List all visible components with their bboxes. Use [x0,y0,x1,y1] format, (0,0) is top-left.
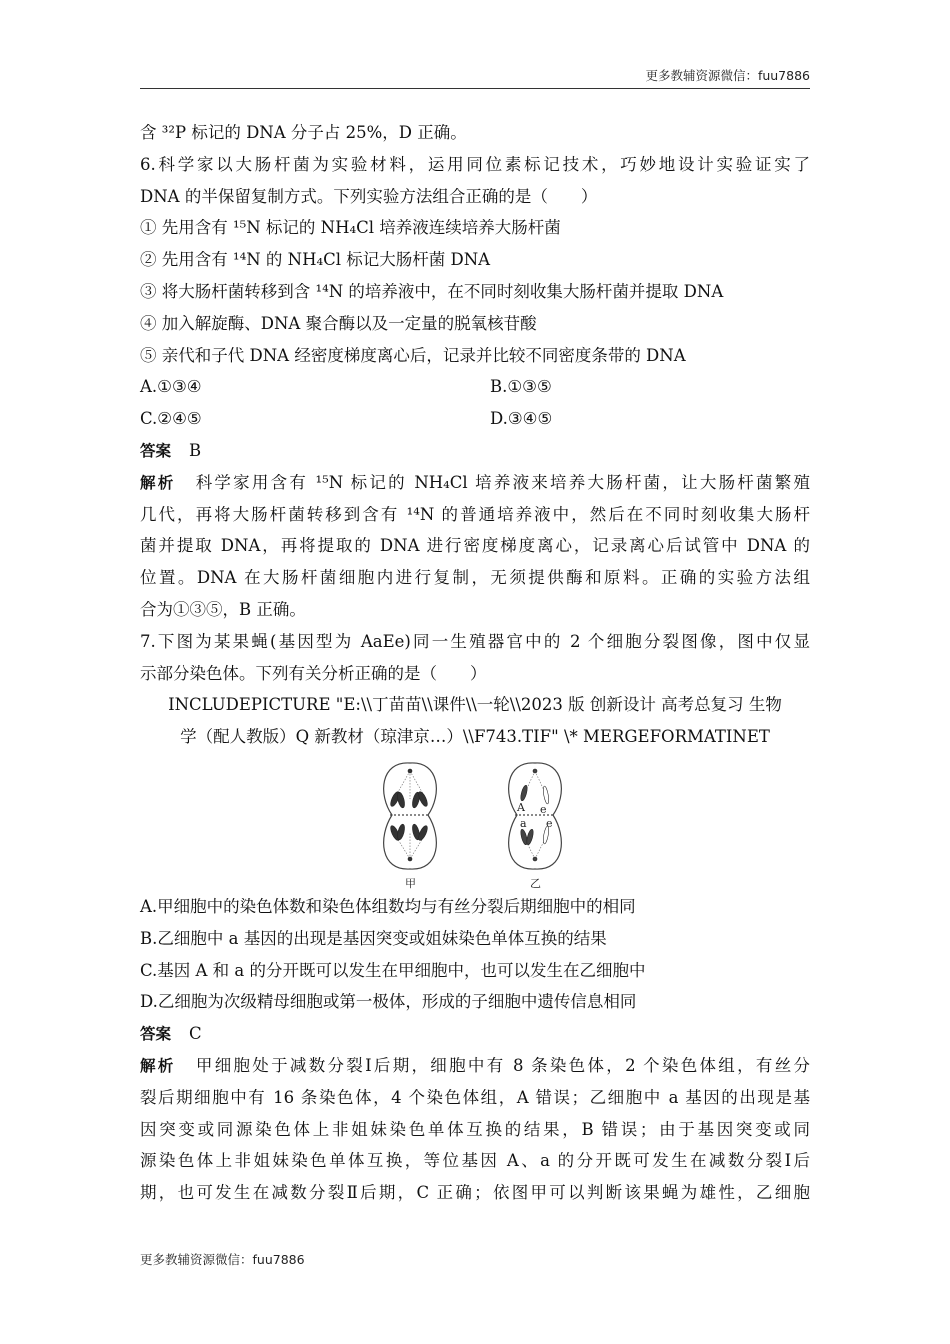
page-header [140,62,810,89]
analysis-label: 解析 [140,473,176,492]
answer-value: C [189,1024,202,1044]
header-watermark: 更多教辅资源微信：fuu7886 [645,68,810,83]
answer-value: B [189,440,202,460]
analysis-line: 源染色体上非姐妹染色单体互换，等位基因 A、a 的分开既可发生在减数分裂Ⅰ后 [140,1151,810,1171]
gene-label: e [546,816,553,830]
analysis-line: 合为①③⑤，B 正确。 [140,599,306,619]
question-7-stem: 7.下图为某果蝇(基因型为 AaEe)同一生殖器官中的 2 个细胞分裂图像，图中仅显 [140,631,810,651]
document-body [140,117,810,1209]
answer-line [140,1018,810,1050]
figure-label-jia: 甲 [405,876,416,890]
analysis-line: 期，也可发生在减数分裂Ⅱ后期，C 正确；依图甲可以判断该果蝇为雄性，乙细胞 [140,1183,810,1203]
option-d: D.③④⑤ [490,409,553,429]
analysis-line: 几代，再将大肠杆菌转移到含有 ¹⁴N 的普通培养液中，然后在不同时刻收集大肠杆 [140,504,810,524]
question-6-stem: DNA 的半保留复制方式。下列实验方法组合正确的是（ ） [140,186,598,206]
option-a: A.甲细胞中的染色体数和染色体组数均与有丝分裂后期细胞中的相同 [140,896,636,916]
statement-2: ② 先用含有 ¹⁴N 的 NH₄Cl 标记大肠杆菌 DNA [140,250,491,270]
analysis-line [140,1050,810,1082]
option-a: A.①③④ [140,377,202,397]
analysis-line: 因突变或同源染色体上非姐妹染色单体互换的结果，B 错误；由于基因突变或同 [140,1119,810,1139]
analysis-line: 裂后期细胞中有 16 条染色体，4 个染色体组，A 错误；乙细胞中 a 基因的出现是基 [140,1087,810,1107]
options-row [140,371,810,403]
statement-3: ③ 将大肠杆菌转移到含 ¹⁴N 的培养液中，在不同时刻收集大肠杆菌并提取 DNA [140,281,724,301]
option-b: B.乙细胞中 a 基因的出现是基因突变或姐妹染色单体互换的结果 [140,928,607,948]
analysis-line [140,467,810,499]
option-b: B.①③⑤ [490,377,552,397]
page-footer: 更多教辅资源微信：fuu7886 [140,1252,305,1267]
answer-label: 答案 [140,441,172,460]
cell-jia-outline [384,763,437,869]
question-7-stem: 示部分染色体。下列有关分析正确的是（ ） [140,663,487,683]
gene-label: A [517,800,525,814]
option-d: D.乙细胞为次级精母细胞或第一极体，形成的子细胞中遗传信息相同 [140,992,637,1012]
cell-yi-outline [509,763,562,869]
statement-5: ⑤ 亲代和子代 DNA 经密度梯度离心后，记录并比较不同密度条带的 DNA [140,345,686,365]
include-field-code: 学（配人教版）Q 新教材（琼津京…）\\F743.TIF" \* MERGEFORMATINET [180,727,770,747]
analysis-line: 菌并提取 DNA，再将提取的 DNA 进行密度梯度离心，记录离心后试管中 DNA 的 [140,536,810,556]
answer-label: 答案 [140,1025,172,1044]
options-row [140,403,810,435]
gene-label: a [520,816,527,830]
text-line: 含 ³²P 标记的 DNA 分子占 25%，D 正确。 [140,123,467,142]
statement-4: ④ 加入解旋酶、DNA 聚合酶以及一定量的脱氧核苷酸 [140,313,537,333]
option-c: C.基因 A 和 a 的分开既可以发生在甲细胞中，也可以发生在乙细胞中 [140,960,646,980]
statement-1: ① 先用含有 ¹⁵N 标记的 NH₄Cl 培养液连续培养大肠杆菌 [140,218,561,238]
gene-label: e [540,802,547,816]
analysis-text: 甲细胞处于减数分裂Ⅰ后期，细胞中有 8 条染色体，2 个染色体组，有丝分 [193,1055,810,1075]
include-field-code: INCLUDEPICTURE "E:\\丁苗苗\\课件\\一轮\\2023 版 创新设计 高考总复习 生物 [168,695,782,715]
answer-line [140,435,810,467]
question-6-stem: 6.科学家以大肠杆菌为实验材料，运用同位素标记技术，巧妙地设计实验证实了 [140,154,810,174]
analysis-text: 科学家用含有 ¹⁵N 标记的 NH₄Cl 培养液来培养大肠杆菌，让大肠杆菌繁殖 [193,472,810,492]
analysis-line: 位置。DNA 在大肠杆菌细胞内进行复制，无须提供酶和原料。正确的实验方法组 [140,568,810,588]
cell-diagram [370,755,580,891]
analysis-label: 解析 [140,1056,176,1075]
option-c: C.②④⑤ [140,409,202,429]
cell-division-figure [140,753,810,891]
figure-label-yi: 乙 [530,876,541,890]
